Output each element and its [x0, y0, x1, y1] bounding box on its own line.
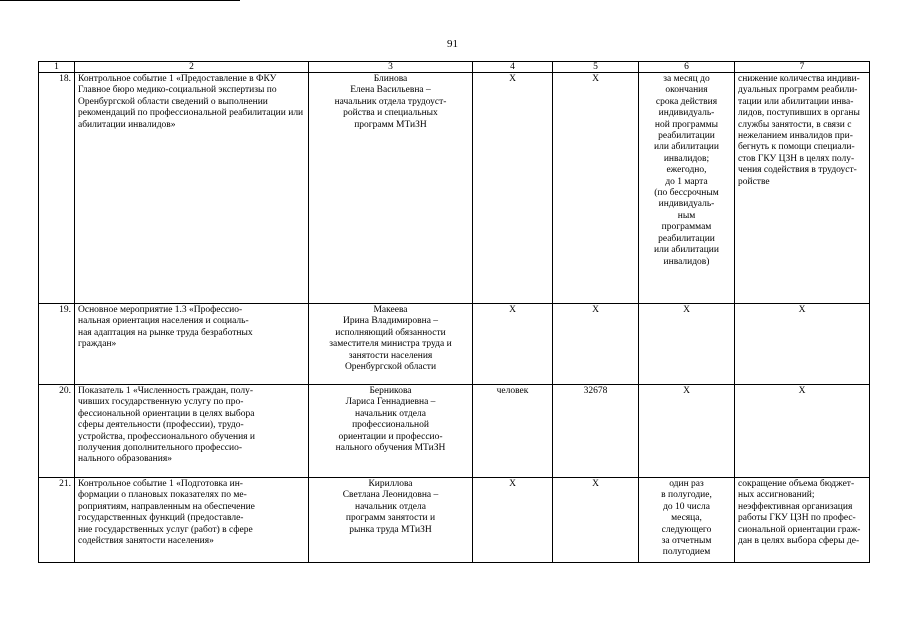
header-cell: 5 — [553, 62, 639, 73]
table-row — [39, 478, 870, 563]
consequences: снижение количества индиви- дуальных программ реабили- тации или абилитации инва- лидов, поступивших в органы службы занятости, в связи с нежеланием инвалидов при- бегнуть к помощи специали- стов ГКУ ЦЗН в целях полу- чения содействия в трудоуст- ройстве — [735, 73, 870, 304]
consequences: X — [735, 304, 870, 385]
consequences: сокращение объема бюджет- ных ассигнований; неэффективная организация работы ГКУ ЦЗН по профес- сиональной ориентации граж- дан в целях выбора сферы де- — [735, 478, 870, 563]
row-number: 20. — [39, 385, 75, 478]
value: X — [553, 304, 639, 385]
top-rule — [0, 0, 240, 1]
header-cell: 2 — [75, 62, 309, 73]
table-row — [39, 385, 870, 478]
responsible: Берникова Лариса Геннадиевна – начальник отдела профессиональной ориентации и профессио- нального обучения МТиЗН — [309, 385, 473, 478]
measure-name: Контрольное событие 1 «Подготовка ин- формации о плановых показателях по ме- роприятиям, направленным на обеспечение государственных функций (предоставле- ние государственных услуг (работ) в сфере содействия занятости населения» — [75, 478, 309, 563]
deadline: X — [639, 385, 735, 478]
responsible: Кириллова Светлана Леонидовна – начальник отдела программ занятости и рынка труда МТиЗН — [309, 478, 473, 563]
unit: X — [473, 304, 553, 385]
measure-name: Показатель 1 «Численность граждан, полу- чивших государственную услугу по про- фессиональной ориентации в целях выбора сферы деятельности (профессии), трудо- устройства, профессионального обучения и получения дополнительного профессио- нального образования» — [75, 385, 309, 478]
unit: человек — [473, 385, 553, 478]
row-number: 21. — [39, 478, 75, 563]
table-row — [39, 304, 870, 385]
header-cell: 6 — [639, 62, 735, 73]
measure-name: Контрольное событие 1 «Предоставление в ФКУ Главное бюро медико-социальной экспертизы по Оренбургской области сведений о выполнении рекомендаций по профессиональной реабилитации или абилитации инвалидов» — [75, 73, 309, 304]
value: 32678 — [553, 385, 639, 478]
unit: X — [473, 73, 553, 304]
header-cell: 7 — [735, 62, 870, 73]
deadline: X — [639, 304, 735, 385]
page-number: 91 — [447, 38, 458, 50]
measures-table — [38, 61, 870, 563]
header-cell: 3 — [309, 62, 473, 73]
header-cell: 4 — [473, 62, 553, 73]
responsible: Макеева Ирина Владимировна – исполняющий обязанности заместителя министра труда и занятости населения Оренбургской области — [309, 304, 473, 385]
measure-name: Основное мероприятие 1.3 «Профессио- нальная ориентация населения и социаль- ная адаптация на рынке труда безработных граждан» — [75, 304, 309, 385]
deadline: один раз в полугодие, до 10 числа месяца, следующего за отчетным полугодием — [639, 478, 735, 563]
unit: X — [473, 478, 553, 563]
table-row — [39, 73, 870, 304]
consequences: X — [735, 385, 870, 478]
header-row — [39, 62, 870, 73]
responsible: Блинова Елена Васильевна – начальник отдела трудоуст- ройства и специальных программ МТиЗН — [309, 73, 473, 304]
row-number: 18. — [39, 73, 75, 304]
deadline: за месяц до окончания срока действия индивидуаль- ной программы реабилитации или абилитации инвалидов; ежегодно, до 1 марта (по бессрочным индивидуаль- ным программам реабилитации или абилитации инвалидов) — [639, 73, 735, 304]
header-cell: 1 — [39, 62, 75, 73]
row-number: 19. — [39, 304, 75, 385]
value: X — [553, 478, 639, 563]
value: X — [553, 73, 639, 304]
